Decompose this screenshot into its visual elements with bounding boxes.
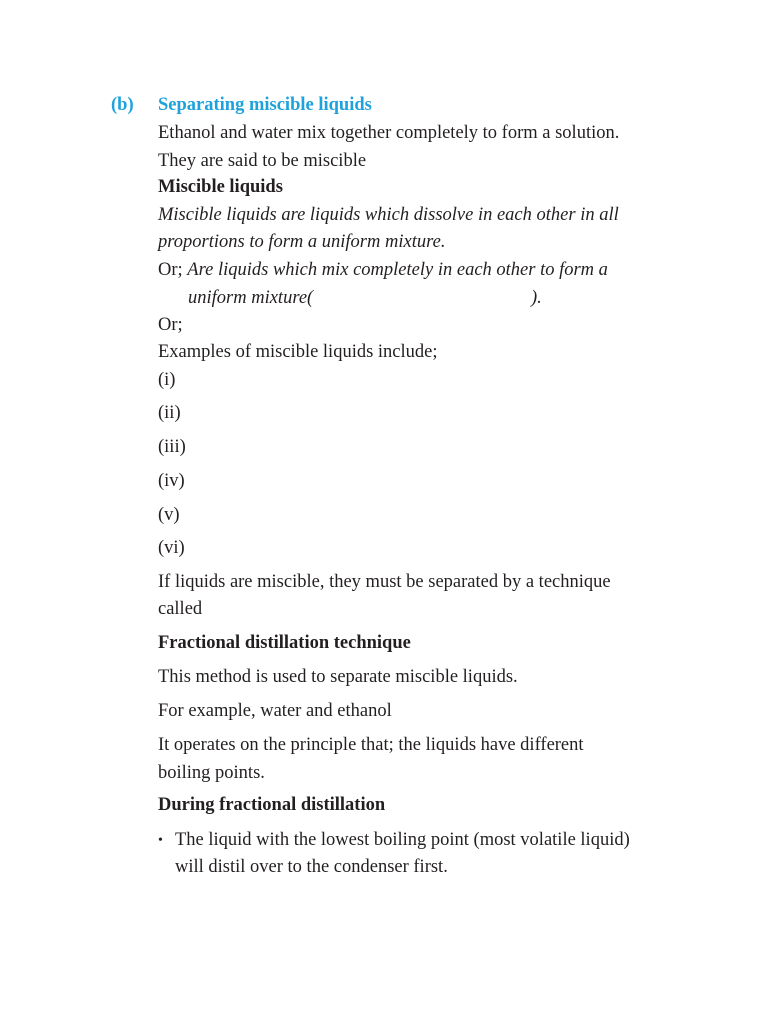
section-label: (b): [111, 95, 134, 115]
example-item-6: (vi): [158, 538, 185, 558]
bullet-icon: •: [158, 833, 163, 848]
example-item-2: (ii): [158, 403, 181, 423]
fractional-heading: Fractional distillation technique: [158, 633, 411, 653]
example-item-3: (iii): [158, 437, 186, 457]
definition-text-1: Miscible liquids are liquids which dissolve in each other in all: [158, 205, 619, 225]
separation-line-1: If liquids are miscible, they must be separated by a technique: [158, 572, 611, 592]
fractional-principle-2: boiling points.: [158, 763, 265, 783]
alt-definition-line-2-end: ).: [531, 288, 542, 308]
intro-line-1: Ethanol and water mix together completely to form a solution.: [158, 123, 620, 143]
fractional-principle-1: It operates on the principle that; the liquids have different: [158, 735, 584, 755]
alt-prefix: Or;: [158, 260, 183, 280]
definition-heading: Miscible liquids: [158, 177, 283, 197]
alt-definition-text: Are liquids which mix completely in each other to form a: [187, 260, 608, 280]
examples-intro: Examples of miscible liquids include;: [158, 342, 438, 362]
example-item-1: (i): [158, 370, 176, 390]
separation-line-2: called: [158, 599, 203, 619]
alt-definition-line-2-start: uniform mixture(: [188, 288, 314, 308]
alt-definition-line-1: [158, 261, 608, 280]
fractional-example: For example, water and ethanol: [158, 701, 392, 721]
bullet-line-1: The liquid with the lowest boiling point (most volatile liquid): [175, 830, 630, 850]
or-blank: Or;: [158, 315, 183, 335]
fractional-usage: This method is used to separate miscible liquids.: [158, 667, 518, 687]
during-heading: During fractional distillation: [158, 795, 386, 815]
section-title: Separating miscible liquids: [158, 95, 372, 115]
example-item-4: (iv): [158, 471, 185, 491]
intro-line-2: They are said to be miscible: [158, 151, 367, 171]
bullet-line-2: will distil over to the condenser first.: [175, 857, 448, 877]
definition-text-2: proportions to form a uniform mixture.: [158, 232, 446, 252]
example-item-5: (v): [158, 505, 180, 525]
